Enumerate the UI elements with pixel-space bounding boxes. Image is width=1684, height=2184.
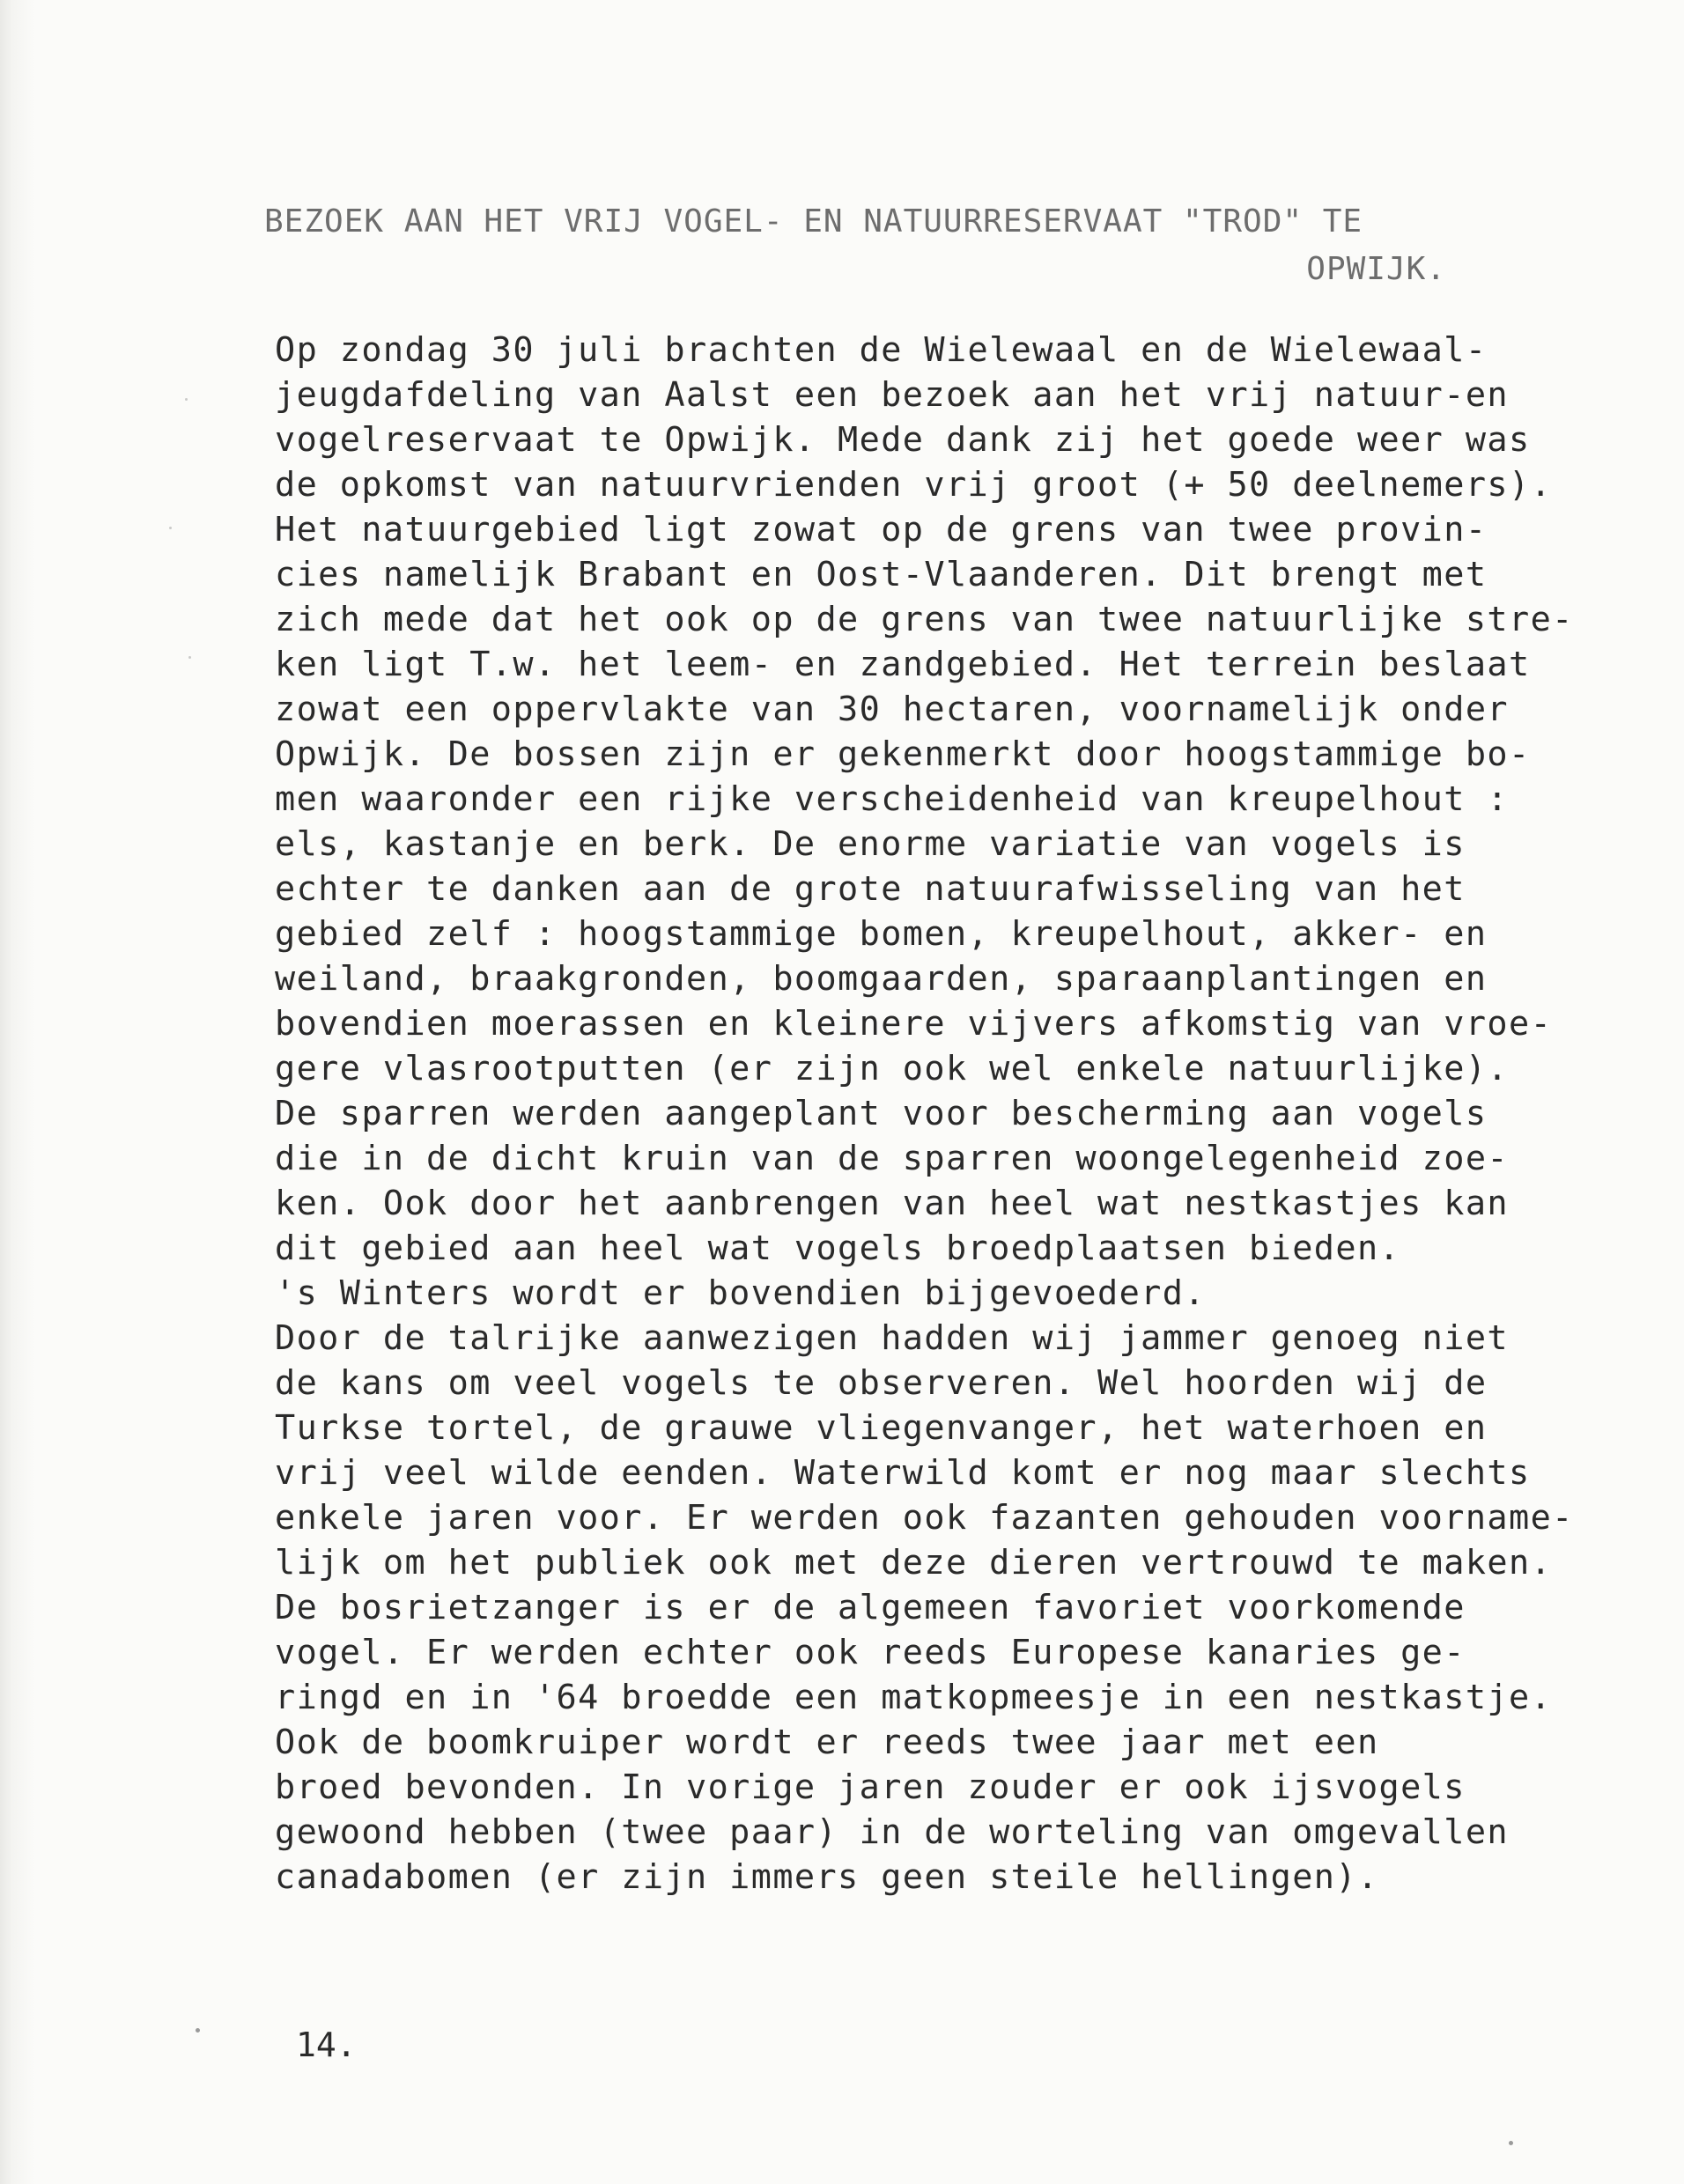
body-line: canadabomen (er zijn immers geen steile hellingen).: [275, 1857, 1379, 1897]
body-line: gere vlasrootputten (er zijn ook wel enkele natuurlijke).: [275, 1049, 1510, 1088]
body-line: de opkomst van natuurvrienden vrij groot (+ 50 deelnemers).: [275, 465, 1553, 505]
body-line: dit gebied aan heel wat vogels broedplaatsen bieden.: [275, 1228, 1401, 1268]
body-line: broed bevonden. In vorige jaren zouder er ook ijsvogels: [275, 1767, 1466, 1807]
page-number: 14.: [296, 2025, 357, 2064]
body-line: Op zondag 30 juli brachten de Wielewaal en de Wielewaal-: [275, 330, 1488, 370]
title-line-1: BEZOEK AAN HET VRIJ VOGEL- EN NATUURRESERVAAT "TROD" TE: [264, 203, 1363, 240]
body-line: ken ligt T.w. het leem- en zandgebied. Het terrein beslaat: [275, 645, 1531, 684]
body-line: jeugdafdeling van Aalst een bezoek aan het vrij natuur-en: [275, 375, 1510, 415]
body-text: [275, 328, 1596, 1900]
body-line: ken. Ook door het aanbrengen van heel wat nestkastjes kan: [275, 1184, 1510, 1223]
body-line: cies namelijk Brabant en Oost-Vlaanderen. Dit brengt met: [275, 555, 1488, 594]
body-line: bovendien moerassen en kleinere vijvers afkomstig van vroe-: [275, 1004, 1553, 1044]
body-line: lijk om het publiek ook met deze dieren vertrouwd te maken.: [275, 1543, 1553, 1583]
scan-speck: [169, 527, 172, 529]
body-line: vrij veel wilde eenden. Waterwild komt er nog maar slechts: [275, 1453, 1531, 1493]
body-line: zowat een oppervlakte van 30 hectaren, voornamelijk onder: [275, 690, 1510, 729]
body-line: Ook de boomkruiper wordt er reeds twee jaar met een: [275, 1723, 1379, 1762]
body-line: De bosrietzanger is er de algemeen favoriet voorkomende: [275, 1588, 1466, 1627]
body-line: zich mede dat het ook op de grens van twee natuurlijke stre-: [275, 600, 1574, 639]
body-line: Door de talrijke aanwezigen hadden wij jammer genoeg niet: [275, 1318, 1510, 1358]
scan-speck: [188, 656, 191, 659]
scan-speck: [1509, 2141, 1513, 2145]
scan-speck: [185, 398, 188, 401]
scan-speck: [196, 2028, 200, 2033]
body-line: weiland, braakgronden, boomgaarden, sparaanplantingen en: [275, 959, 1488, 999]
body-line: echter te danken aan de grote natuurafwisseling van het: [275, 869, 1466, 909]
body-line: enkele jaren voor. Er werden ook fazanten gehouden voorname-: [275, 1498, 1574, 1538]
body-line: gewoond hebben (twee paar) in de worteling van omgevallen: [275, 1812, 1510, 1852]
body-line: Opwijk. De bossen zijn er gekenmerkt door hoogstammige bo-: [275, 734, 1531, 774]
body-line: Het natuurgebied ligt zowat op de grens van twee provin-: [275, 510, 1488, 550]
body-line: vogelreservaat te Opwijk. Mede dank zij het goede weer was: [275, 420, 1531, 460]
body-line: Turkse tortel, de grauwe vliegenvanger, het waterhoen en: [275, 1408, 1488, 1448]
body-line: vogel. Er werden echter ook reeds Europese kanaries ge-: [275, 1633, 1466, 1672]
body-line: De sparren werden aangeplant voor bescherming aan vogels: [275, 1094, 1488, 1133]
body-line: die in de dicht kruin van de sparren woongelegenheid zoe-: [275, 1139, 1510, 1178]
body-line: gebied zelf : hoogstammige bomen, kreupelhout, akker- en: [275, 914, 1488, 954]
body-line: men waaronder een rijke verscheidenheid van kreupelhout :: [275, 779, 1510, 819]
title-line-2: OPWIJK.: [1306, 251, 1446, 287]
body-line: ringd en in '64 broedde een matkopmeesje in een nestkastje.: [275, 1678, 1553, 1717]
document-title: [264, 198, 1515, 293]
body-line: 's Winters wordt er bovendien bijgevoederd.: [275, 1273, 1206, 1313]
body-line: els, kastanje en berk. De enorme variatie van vogels is: [275, 824, 1466, 864]
body-line: de kans om veel vogels te observeren. Wel hoorden wij de: [275, 1363, 1488, 1403]
